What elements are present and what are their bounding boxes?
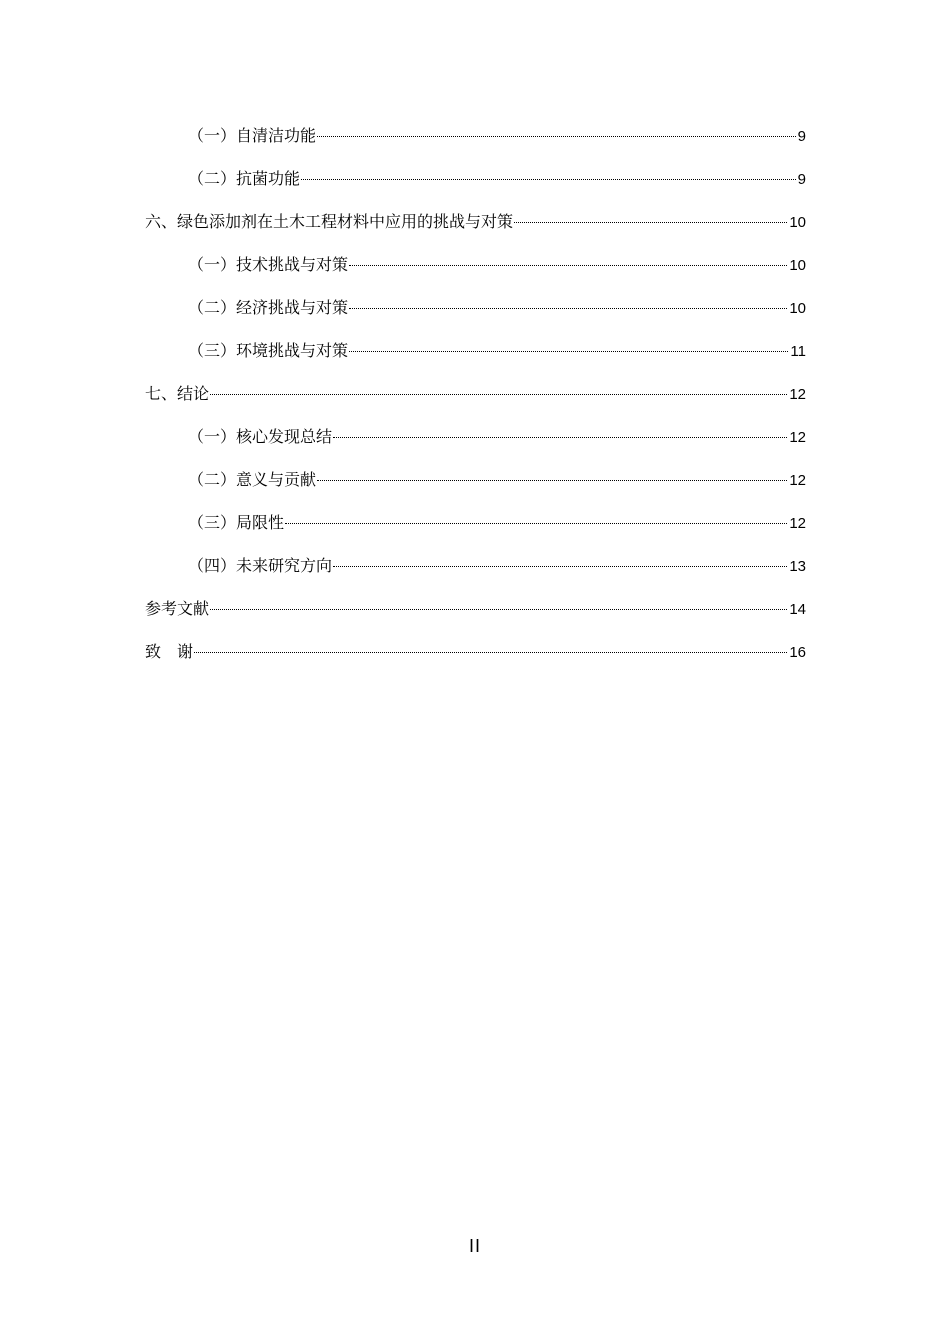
toc-entry[interactable] <box>145 114 806 157</box>
toc-entry-title: （二）意义与贡献 <box>188 470 317 489</box>
toc-entry-page: 12 <box>789 386 806 403</box>
toc-entry[interactable] <box>145 372 806 415</box>
toc-entry[interactable] <box>145 458 806 501</box>
toc-entry[interactable] <box>145 329 806 372</box>
page-number: II <box>468 1236 481 1256</box>
toc-entry-title: （三）局限性 <box>188 513 285 532</box>
toc-dot-leader <box>333 437 787 438</box>
toc-entry-page: 13 <box>789 558 806 575</box>
toc-entry-title: （四）未来研究方向 <box>188 556 333 575</box>
toc-entry-page: 10 <box>789 257 806 274</box>
toc-entry-page: 11 <box>790 343 806 360</box>
toc-entry-page: 12 <box>789 429 806 446</box>
toc-dot-leader <box>317 480 787 481</box>
table-of-contents <box>145 114 806 673</box>
toc-entry-title: 七、结论 <box>145 384 210 403</box>
toc-entry-page: 12 <box>789 515 806 532</box>
toc-entry-title: 六、绿色添加剂在土木工程材料中应用的挑战与对策 <box>145 212 514 231</box>
toc-entry-page: 9 <box>797 171 806 188</box>
toc-entry-title: 参考文献 <box>145 599 210 618</box>
toc-entry-page: 12 <box>789 472 806 489</box>
toc-dot-leader <box>333 566 787 567</box>
toc-entry[interactable] <box>145 501 806 544</box>
toc-entry[interactable] <box>145 243 806 286</box>
toc-dot-leader <box>349 265 787 266</box>
toc-entry-title: 致 谢 <box>145 642 194 661</box>
toc-dot-leader <box>285 523 787 524</box>
toc-entry-page: 9 <box>797 128 806 145</box>
toc-entry[interactable] <box>145 157 806 200</box>
toc-entry-title: （二）抗菌功能 <box>188 169 301 188</box>
toc-entry-title: （二）经济挑战与对策 <box>188 298 349 317</box>
toc-dot-leader <box>349 351 788 352</box>
toc-dot-leader <box>317 136 796 137</box>
toc-entry-page: 10 <box>789 214 806 231</box>
toc-entry[interactable] <box>145 587 806 630</box>
toc-entry-title: （一）技术挑战与对策 <box>188 255 349 274</box>
toc-entry[interactable] <box>145 630 806 673</box>
toc-dot-leader <box>301 179 796 180</box>
toc-dot-leader <box>349 308 787 309</box>
toc-dot-leader <box>210 609 787 610</box>
toc-entry[interactable] <box>145 544 806 587</box>
toc-entry[interactable] <box>145 200 806 243</box>
toc-entry[interactable] <box>145 415 806 458</box>
toc-entry-page: 14 <box>789 601 806 618</box>
toc-entry-title: （一）自清洁功能 <box>188 126 317 145</box>
toc-entry[interactable] <box>145 286 806 329</box>
toc-entry-page: 10 <box>789 300 806 317</box>
toc-dot-leader <box>194 652 787 653</box>
toc-entry-title: （一）核心发现总结 <box>188 427 333 446</box>
toc-entry-title: （三）环境挑战与对策 <box>188 341 349 360</box>
toc-entry-page: 16 <box>789 644 806 661</box>
toc-dot-leader <box>210 394 787 395</box>
toc-dot-leader <box>514 222 787 223</box>
